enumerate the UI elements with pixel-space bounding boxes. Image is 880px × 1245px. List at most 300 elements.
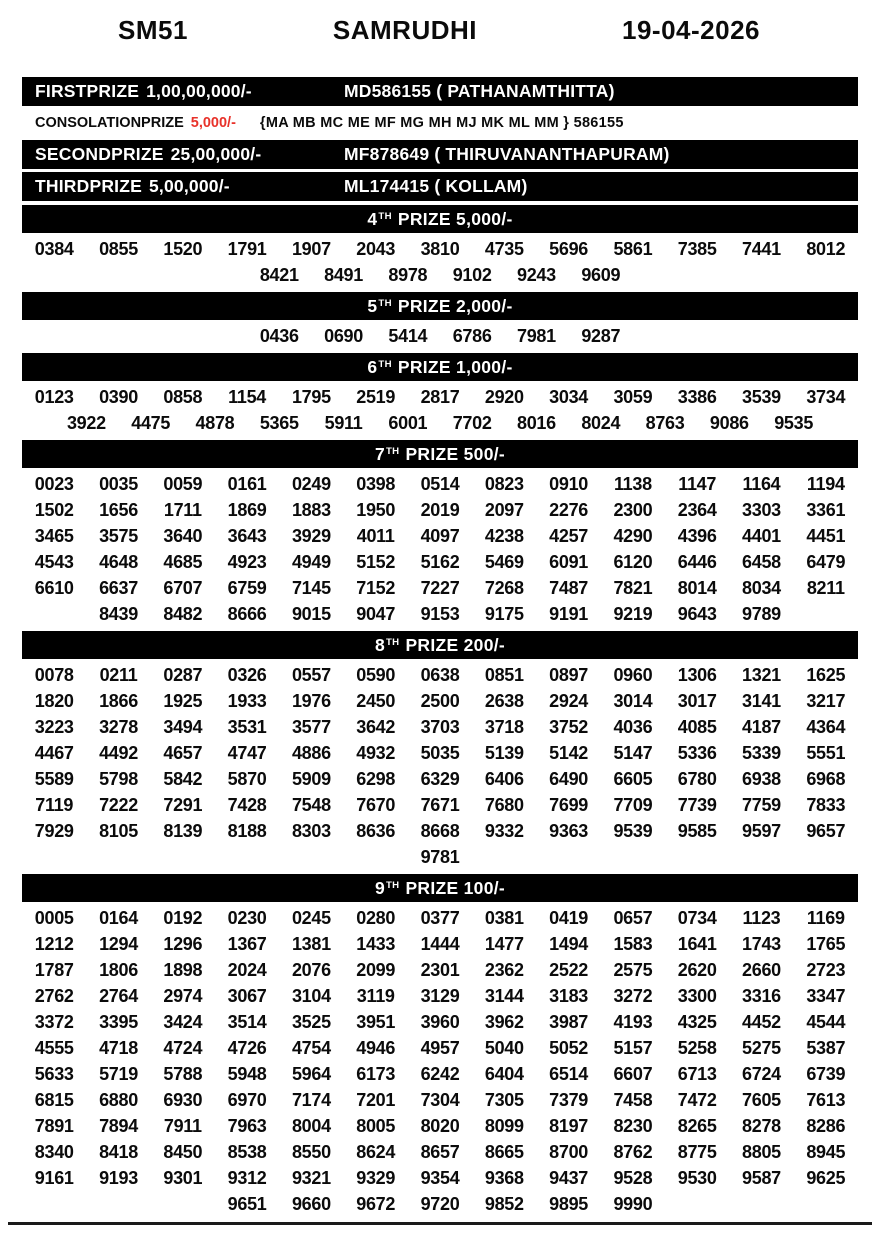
winning-number: 4475 (131, 412, 171, 433)
winning-number: 1169 (806, 907, 845, 928)
winning-number: 0192 (163, 907, 203, 928)
winning-number: 9219 (613, 603, 653, 624)
prize-title: PRIZE 1,000/- (397, 356, 513, 377)
winning-number: 5339 (742, 742, 781, 763)
winning-number: 5162 (420, 551, 460, 572)
winning-number: 7709 (613, 794, 653, 815)
winning-number: 1306 (677, 664, 717, 685)
winning-number: 3347 (806, 985, 846, 1006)
winning-number: 0734 (677, 907, 717, 928)
winning-numbers-row (22, 766, 858, 792)
winning-number: 1212 (34, 933, 74, 954)
winning-number: 3640 (163, 525, 203, 546)
winning-number: 5719 (99, 1063, 138, 1084)
winning-number: 8805 (742, 1141, 781, 1162)
winning-number: 3465 (34, 525, 74, 546)
second-prize-winner: MF878649 ( THIRUVANANTHAPURAM) (344, 144, 670, 164)
winning-number: 0590 (356, 664, 396, 685)
winning-number: 9312 (227, 1167, 267, 1188)
winning-number: 5696 (549, 238, 588, 259)
third-prize-label: THIRDPRIZE (35, 176, 142, 196)
winning-number: 9161 (34, 1167, 74, 1188)
winning-numbers-row (22, 1009, 858, 1035)
winning-number: 8665 (484, 1141, 524, 1162)
winning-number: 1976 (291, 690, 331, 711)
prize-section-header-8th (22, 631, 858, 659)
winning-number: 6406 (484, 768, 524, 789)
winning-number: 6780 (677, 768, 717, 789)
winning-number: 8538 (227, 1141, 267, 1162)
winning-number: 9301 (163, 1167, 203, 1188)
winning-number: 9585 (677, 820, 717, 841)
winning-number: 7385 (677, 238, 717, 259)
winning-number: 4290 (613, 525, 653, 546)
winning-number: 2974 (163, 985, 203, 1006)
winning-number: 3017 (677, 690, 717, 711)
winning-number: 9047 (356, 603, 396, 624)
winning-number: 7891 (34, 1115, 74, 1136)
winning-number: 6091 (549, 551, 588, 572)
winning-number: 1164 (742, 473, 781, 494)
winning-number: 9086 (709, 412, 749, 433)
winning-number: 7833 (806, 794, 846, 815)
winning-number: 3531 (227, 716, 267, 737)
winning-number: 7291 (163, 794, 203, 815)
winning-number: 4467 (34, 742, 74, 763)
third-prize-amount: 5,00,000/- (149, 176, 230, 196)
winning-numbers-row (22, 410, 858, 436)
prize-section-header-6th (22, 353, 858, 381)
winning-number: 7304 (420, 1089, 460, 1110)
prize-rank-suffix: TH (378, 210, 392, 222)
winning-number: 9587 (742, 1167, 781, 1188)
result-body (22, 77, 858, 1217)
winning-numbers-row (22, 236, 858, 262)
winning-number: 1194 (806, 473, 845, 494)
winning-number: 3104 (291, 985, 331, 1006)
winning-number: 4726 (227, 1037, 267, 1058)
winning-number: 8211 (806, 577, 845, 598)
winning-number: 2762 (34, 985, 74, 1006)
winning-number: 2522 (549, 959, 588, 980)
winning-number: 9193 (99, 1167, 138, 1188)
winning-number: 8763 (645, 412, 685, 433)
winning-number: 3424 (163, 1011, 203, 1032)
result-header (0, 0, 880, 46)
prize-title: PRIZE 200/- (405, 634, 506, 655)
winning-number: 1795 (291, 386, 331, 407)
winning-number: 3129 (420, 985, 460, 1006)
winning-number: 4923 (227, 551, 267, 572)
winning-number: 9990 (613, 1193, 653, 1214)
prize-rank: 5 (367, 295, 378, 316)
first-prize-winner: MD586155 ( PATHANAMTHITTA) (344, 81, 615, 101)
winning-number: 3223 (34, 716, 74, 737)
winning-number: 8340 (34, 1141, 74, 1162)
winning-number: 7821 (613, 577, 653, 598)
winning-number: 7222 (99, 794, 138, 815)
winning-number: 3014 (613, 690, 653, 711)
winning-number: 3361 (806, 499, 846, 520)
winning-number: 8024 (581, 412, 621, 433)
winning-number: 3734 (806, 386, 846, 407)
prize-rank: 6 (367, 356, 378, 377)
winning-number: 2076 (291, 959, 331, 980)
winning-number: 2300 (613, 499, 653, 520)
winning-number: 3987 (549, 1011, 588, 1032)
winning-number: 1502 (34, 499, 74, 520)
winning-number: 0638 (420, 664, 460, 685)
winning-number: 4452 (742, 1011, 781, 1032)
winning-number: 7671 (420, 794, 460, 815)
winning-number: 5589 (34, 768, 74, 789)
winning-number: 3494 (163, 716, 203, 737)
winning-number: 2500 (420, 690, 460, 711)
winning-number: 5414 (388, 325, 428, 346)
winning-number: 1444 (420, 933, 460, 954)
winning-number: 1883 (291, 499, 331, 520)
winning-number: 3144 (484, 985, 524, 1006)
winning-number: 8278 (742, 1115, 781, 1136)
winning-number: 1583 (613, 933, 653, 954)
winning-number: 5157 (613, 1037, 653, 1058)
winning-number: 5275 (742, 1037, 781, 1058)
winning-numbers-row (22, 262, 858, 288)
winning-number: 3183 (549, 985, 588, 1006)
winning-number: 0557 (291, 664, 331, 685)
prize-sections (22, 205, 858, 1217)
winning-numbers-row (22, 1087, 858, 1113)
winning-number: 4543 (34, 551, 74, 572)
winning-number: 7174 (291, 1089, 331, 1110)
consolation-series: {MA MB MC ME MF MG MH MJ MK ML MM } 586155 (259, 115, 624, 131)
winning-number: 0280 (356, 907, 396, 928)
winning-number: 8775 (677, 1141, 717, 1162)
winning-number: 0059 (163, 473, 203, 494)
winning-number: 8286 (806, 1115, 846, 1136)
winning-number: 0657 (613, 907, 653, 928)
winning-number: 9332 (484, 820, 524, 841)
winning-numbers-row (22, 740, 858, 766)
winning-number: 6713 (677, 1063, 717, 1084)
winning-number: 7268 (484, 577, 524, 598)
winning-numbers-row (22, 688, 858, 714)
winning-number: 3272 (613, 985, 653, 1006)
winning-number: 6938 (742, 768, 781, 789)
consolation-prize-row (22, 109, 858, 137)
winning-number: 2638 (484, 690, 524, 711)
winning-number: 0164 (99, 907, 138, 928)
winning-number: 8482 (163, 603, 203, 624)
winning-number: 0023 (34, 473, 74, 494)
winning-number: 1321 (742, 664, 781, 685)
winning-number: 8014 (677, 577, 717, 598)
winning-number: 6786 (452, 325, 492, 346)
winning-number: 2660 (742, 959, 781, 980)
winning-number: 5911 (324, 412, 363, 433)
winning-number: 6607 (613, 1063, 653, 1084)
winning-number: 5139 (484, 742, 524, 763)
consolation-label: CONSOLATIONPRIZE (35, 115, 184, 131)
winning-number: 4735 (484, 238, 524, 259)
winning-number: 8265 (677, 1115, 717, 1136)
winning-number: 7739 (677, 794, 717, 815)
winning-number: 3922 (66, 412, 106, 433)
prize-title: PRIZE 2,000/- (397, 295, 513, 316)
winning-number: 6458 (742, 551, 781, 572)
winning-number: 9287 (581, 325, 621, 346)
winning-number: 5788 (163, 1063, 203, 1084)
winning-number: 1494 (549, 933, 588, 954)
winning-number: 9535 (774, 412, 814, 433)
winning-numbers-row (22, 1035, 858, 1061)
prize-rank: 7 (374, 443, 386, 464)
winning-numbers-row (22, 844, 858, 870)
winning-number: 3643 (227, 525, 267, 546)
winning-number: 6490 (549, 768, 588, 789)
winning-number: 7894 (99, 1115, 138, 1136)
winning-number: 8016 (517, 412, 556, 433)
winning-number: 7227 (420, 577, 460, 598)
winning-number: 8657 (420, 1141, 460, 1162)
winning-number: 0514 (420, 473, 460, 494)
winning-number: 8418 (99, 1141, 138, 1162)
winning-number: 2019 (420, 499, 460, 520)
winning-number: 4932 (356, 742, 396, 763)
prize-section-header-4th (22, 205, 858, 233)
winning-number: 1381 (291, 933, 331, 954)
winning-number: 9643 (677, 603, 717, 624)
winning-number: 6120 (613, 551, 653, 572)
winning-number: 4544 (806, 1011, 846, 1032)
winning-number: 4747 (227, 742, 267, 763)
winning-number: 7613 (806, 1089, 846, 1110)
winning-number: 2024 (227, 959, 267, 980)
winning-number: 9243 (517, 264, 556, 285)
winning-numbers-row (22, 323, 858, 349)
winning-numbers-row (22, 1139, 858, 1165)
prize-title: PRIZE 500/- (405, 443, 506, 464)
winning-number: 7670 (356, 794, 396, 815)
winning-number: 9528 (613, 1167, 653, 1188)
winning-number: 9437 (549, 1167, 588, 1188)
winning-number: 7699 (549, 794, 588, 815)
winning-number: 2723 (806, 959, 846, 980)
third-prize-bar (22, 172, 858, 201)
winning-number: 7152 (356, 577, 396, 598)
winning-number: 0910 (549, 473, 588, 494)
winning-number: 4451 (806, 525, 846, 546)
winning-number: 4886 (291, 742, 331, 763)
winning-number: 6739 (806, 1063, 846, 1084)
winning-number: 0436 (259, 325, 299, 346)
winning-number: 8303 (291, 820, 331, 841)
winning-number: 0384 (34, 238, 74, 259)
winning-number: 7201 (356, 1089, 396, 1110)
winning-number: 9895 (549, 1193, 588, 1214)
consolation-amount: 5,000/- (190, 115, 236, 131)
winning-number: 1123 (742, 907, 781, 928)
winning-number: 3577 (291, 716, 331, 737)
winning-number: 7605 (742, 1089, 781, 1110)
winning-number: 9329 (356, 1167, 396, 1188)
winning-numbers-row (22, 662, 858, 688)
winning-number: 1898 (163, 959, 203, 980)
winning-number: 3119 (356, 985, 395, 1006)
winning-number: 6329 (420, 768, 460, 789)
winning-number: 7441 (742, 238, 781, 259)
winning-number: 3034 (549, 386, 588, 407)
winning-number: 3810 (420, 238, 460, 259)
winning-number: 8004 (291, 1115, 331, 1136)
winning-number: 5052 (549, 1037, 588, 1058)
winning-number: 4718 (99, 1037, 138, 1058)
winning-number: 1869 (227, 499, 267, 520)
winning-numbers-row (22, 983, 858, 1009)
winning-number: 6404 (484, 1063, 524, 1084)
winning-number: 1367 (227, 933, 267, 954)
winning-number: 9153 (420, 603, 460, 624)
winning-number: 9672 (356, 1193, 396, 1214)
winning-number: 7458 (613, 1089, 653, 1110)
winning-number: 6930 (163, 1089, 203, 1110)
winning-number: 6880 (99, 1089, 138, 1110)
winning-number: 2450 (356, 690, 396, 711)
winning-number: 3575 (99, 525, 138, 546)
winning-number: 1787 (34, 959, 74, 980)
winning-number: 7911 (163, 1115, 202, 1136)
winning-number: 1154 (228, 386, 267, 407)
winning-number: 7680 (484, 794, 524, 815)
prize-section-header-7th (22, 440, 858, 468)
winning-number: 4238 (484, 525, 524, 546)
winning-number: 6815 (34, 1089, 74, 1110)
draw-code: SM51 (118, 15, 188, 45)
winning-number: 1933 (227, 690, 267, 711)
winning-number: 2364 (677, 499, 717, 520)
winning-number: 4754 (291, 1037, 331, 1058)
third-prize-winner: ML174415 ( KOLLAM) (344, 176, 528, 196)
winning-numbers-row (22, 957, 858, 983)
winning-number: 9651 (227, 1193, 267, 1214)
winning-number: 1820 (34, 690, 74, 711)
winning-numbers-row (22, 931, 858, 957)
winning-number: 1641 (677, 933, 717, 954)
winning-number: 4036 (613, 716, 653, 737)
winning-number: 8550 (291, 1141, 331, 1162)
winning-number: 2043 (356, 238, 396, 259)
winning-number: 5142 (549, 742, 588, 763)
winning-number: 3395 (99, 1011, 138, 1032)
winning-number: 1294 (99, 933, 138, 954)
winning-number: 1866 (99, 690, 138, 711)
winning-number: 8450 (163, 1141, 203, 1162)
winning-number: 0123 (34, 386, 74, 407)
winning-number: 4648 (99, 551, 138, 572)
winning-number: 3752 (549, 716, 588, 737)
winning-number: 4325 (677, 1011, 717, 1032)
winning-number: 3141 (742, 690, 781, 711)
winning-number: 9720 (420, 1193, 460, 1214)
winning-number: 4193 (613, 1011, 653, 1032)
winning-number: 8624 (356, 1141, 396, 1162)
winning-number: 7472 (677, 1089, 717, 1110)
winning-number: 5387 (806, 1037, 846, 1058)
winning-number: 6637 (99, 577, 138, 598)
winning-numbers-row (22, 601, 858, 627)
winning-number: 0858 (163, 386, 203, 407)
winning-number: 2276 (549, 499, 588, 520)
winning-number: 0377 (420, 907, 460, 928)
winning-number: 5365 (259, 412, 299, 433)
winning-number: 9530 (677, 1167, 717, 1188)
winning-number: 2362 (484, 959, 524, 980)
winning-number: 8945 (806, 1141, 846, 1162)
winning-number: 4492 (99, 742, 138, 763)
prize-rank-suffix: TH (378, 297, 392, 309)
winning-number: 8439 (99, 603, 138, 624)
winning-number: 9354 (420, 1167, 460, 1188)
winning-number: 6610 (34, 577, 74, 598)
winning-number: 4011 (356, 525, 395, 546)
winning-numbers-row (22, 497, 858, 523)
winning-number: 0249 (291, 473, 331, 494)
winning-number: 7759 (742, 794, 781, 815)
winning-number: 4949 (291, 551, 331, 572)
winning-number: 2301 (420, 959, 460, 980)
winning-number: 1907 (291, 238, 331, 259)
prize-rank-suffix: TH (386, 445, 400, 457)
winning-number: 8099 (484, 1115, 524, 1136)
winning-numbers-row (22, 549, 858, 575)
winning-number: 2620 (677, 959, 717, 980)
winning-number: 3929 (291, 525, 331, 546)
winning-number: 1711 (163, 499, 202, 520)
winning-number: 5035 (420, 742, 460, 763)
winning-number: 8421 (259, 264, 299, 285)
winning-number: 4401 (742, 525, 781, 546)
winning-number: 7428 (227, 794, 267, 815)
winning-number: 8012 (806, 238, 846, 259)
winning-number: 8197 (549, 1115, 588, 1136)
winning-number: 1138 (613, 473, 652, 494)
second-prize-amount: 25,00,000/- (170, 144, 262, 164)
winning-number: 1433 (356, 933, 396, 954)
winning-number: 8139 (163, 820, 203, 841)
prize-rank-suffix: TH (386, 879, 400, 891)
winning-number: 5798 (99, 768, 138, 789)
winning-number: 3372 (34, 1011, 74, 1032)
winning-number: 0897 (549, 664, 588, 685)
winning-number: 1147 (678, 473, 717, 494)
winning-number: 1765 (806, 933, 846, 954)
winning-number: 2764 (99, 985, 138, 1006)
winning-number: 3514 (227, 1011, 267, 1032)
winning-number: 6968 (806, 768, 846, 789)
winning-number: 0035 (99, 473, 138, 494)
winning-number: 0855 (99, 238, 138, 259)
prize-section-header-5th (22, 292, 858, 320)
winning-number: 3067 (227, 985, 267, 1006)
winning-number: 2575 (613, 959, 653, 980)
winning-number: 5909 (291, 768, 331, 789)
winning-number: 5633 (34, 1063, 74, 1084)
winning-number: 9609 (581, 264, 621, 285)
winning-number: 4724 (163, 1037, 203, 1058)
winning-number: 1625 (806, 664, 846, 685)
first-prize-bar (22, 77, 858, 106)
winning-number: 2924 (549, 690, 588, 711)
